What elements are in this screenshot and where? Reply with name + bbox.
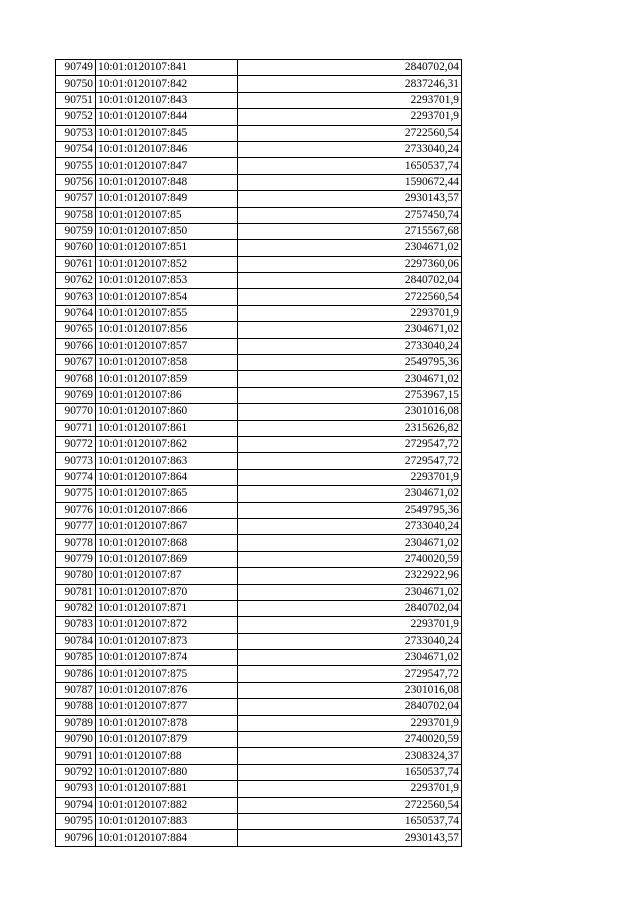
cadastral-number-cell: 10:01:0120107:88 — [96, 748, 238, 764]
cadastral-number-cell: 10:01:0120107:843 — [96, 92, 238, 108]
table-row — [56, 420, 462, 436]
cadastral-value-cell: 2304671,02 — [238, 584, 462, 600]
cadastral-value-cell: 1650537,74 — [238, 813, 462, 829]
row-number-cell: 90756 — [56, 174, 96, 190]
row-number-cell: 90749 — [56, 60, 96, 76]
table-row — [56, 551, 462, 567]
cadastral-value-cell: 2840702,04 — [238, 273, 462, 289]
table-row — [56, 387, 462, 403]
row-number-cell: 90760 — [56, 240, 96, 256]
cadastral-value-cell: 1650537,74 — [238, 764, 462, 780]
row-number-cell: 90780 — [56, 568, 96, 584]
cadastral-number-cell: 10:01:0120107:846 — [96, 141, 238, 157]
cadastral-value-cell: 2722560,54 — [238, 797, 462, 813]
table-row — [56, 371, 462, 387]
table-row — [56, 453, 462, 469]
row-number-cell: 90778 — [56, 535, 96, 551]
table-row — [56, 404, 462, 420]
cadastral-number-cell: 10:01:0120107:865 — [96, 486, 238, 502]
table-row — [56, 518, 462, 534]
row-number-cell: 90785 — [56, 650, 96, 666]
table-row — [56, 355, 462, 371]
cadastral-number-cell: 10:01:0120107:856 — [96, 322, 238, 338]
cadastral-number-cell: 10:01:0120107:875 — [96, 666, 238, 682]
cadastral-number-cell: 10:01:0120107:842 — [96, 76, 238, 92]
table-row — [56, 207, 462, 223]
row-number-cell: 90792 — [56, 764, 96, 780]
table-row — [56, 305, 462, 321]
cadastral-value-cell: 2733040,24 — [238, 633, 462, 649]
table-row — [56, 240, 462, 256]
table-row — [56, 699, 462, 715]
cadastral-number-cell: 10:01:0120107:847 — [96, 158, 238, 174]
cadastral-number-cell: 10:01:0120107:878 — [96, 715, 238, 731]
cadastral-number-cell: 10:01:0120107:883 — [96, 813, 238, 829]
row-number-cell: 90779 — [56, 551, 96, 567]
cadastral-number-cell: 10:01:0120107:869 — [96, 551, 238, 567]
table-row — [56, 60, 462, 76]
cadastral-number-cell: 10:01:0120107:852 — [96, 256, 238, 272]
cadastral-value-cell: 2293701,9 — [238, 109, 462, 125]
row-number-cell: 90782 — [56, 600, 96, 616]
row-number-cell: 90768 — [56, 371, 96, 387]
row-number-cell: 90786 — [56, 666, 96, 682]
cadastral-value-cell: 2722560,54 — [238, 289, 462, 305]
cadastral-number-cell: 10:01:0120107:876 — [96, 682, 238, 698]
table-row — [56, 797, 462, 813]
table-row — [56, 535, 462, 551]
row-number-cell: 90793 — [56, 781, 96, 797]
table-row — [56, 256, 462, 272]
cadastral-number-cell: 10:01:0120107:877 — [96, 699, 238, 715]
row-number-cell: 90777 — [56, 518, 96, 534]
table-row — [56, 174, 462, 190]
table-row — [56, 650, 462, 666]
cadastral-number-cell: 10:01:0120107:879 — [96, 732, 238, 748]
cadastral-number-cell: 10:01:0120107:859 — [96, 371, 238, 387]
table-row — [56, 502, 462, 518]
cadastral-number-cell: 10:01:0120107:867 — [96, 518, 238, 534]
row-number-cell: 90774 — [56, 469, 96, 485]
cadastral-number-cell: 10:01:0120107:881 — [96, 781, 238, 797]
row-number-cell: 90770 — [56, 404, 96, 420]
table-row — [56, 289, 462, 305]
cadastral-value-cell: 2301016,08 — [238, 404, 462, 420]
cadastral-number-cell: 10:01:0120107:853 — [96, 273, 238, 289]
table-row — [56, 273, 462, 289]
table-row — [56, 764, 462, 780]
row-number-cell: 90752 — [56, 109, 96, 125]
row-number-cell: 90795 — [56, 813, 96, 829]
cadastral-value-cell: 2293701,9 — [238, 305, 462, 321]
row-number-cell: 90771 — [56, 420, 96, 436]
row-number-cell: 90788 — [56, 699, 96, 715]
cadastral-value-cell: 2840702,04 — [238, 60, 462, 76]
row-number-cell: 90764 — [56, 305, 96, 321]
table-row — [56, 109, 462, 125]
cadastral-value-cell: 2301016,08 — [238, 682, 462, 698]
cadastral-number-cell: 10:01:0120107:857 — [96, 338, 238, 354]
cadastral-value-cell: 2315626,82 — [238, 420, 462, 436]
row-number-cell: 90757 — [56, 191, 96, 207]
table-row — [56, 76, 462, 92]
cadastral-number-cell: 10:01:0120107:849 — [96, 191, 238, 207]
cadastral-value-cell: 2733040,24 — [238, 338, 462, 354]
cadastral-value-cell: 2753967,15 — [238, 387, 462, 403]
table-row — [56, 338, 462, 354]
row-number-cell: 90773 — [56, 453, 96, 469]
data-table — [55, 59, 462, 847]
cadastral-number-cell: 10:01:0120107:858 — [96, 355, 238, 371]
cadastral-number-cell: 10:01:0120107:854 — [96, 289, 238, 305]
cadastral-number-cell: 10:01:0120107:860 — [96, 404, 238, 420]
table-row — [56, 584, 462, 600]
table-body — [56, 60, 462, 847]
cadastral-value-cell: 2293701,9 — [238, 781, 462, 797]
cadastral-value-cell: 2930143,57 — [238, 191, 462, 207]
cadastral-value-cell: 2549795,36 — [238, 355, 462, 371]
cadastral-number-cell: 10:01:0120107:884 — [96, 830, 238, 846]
table-row — [56, 568, 462, 584]
cadastral-number-cell: 10:01:0120107:872 — [96, 617, 238, 633]
cadastral-value-cell: 2304671,02 — [238, 371, 462, 387]
table-row — [56, 469, 462, 485]
cadastral-number-cell: 10:01:0120107:882 — [96, 797, 238, 813]
cadastral-value-cell: 2293701,9 — [238, 617, 462, 633]
row-number-cell: 90753 — [56, 125, 96, 141]
cadastral-number-cell: 10:01:0120107:880 — [96, 764, 238, 780]
table-row — [56, 92, 462, 108]
row-number-cell: 90781 — [56, 584, 96, 600]
row-number-cell: 90762 — [56, 273, 96, 289]
cadastral-number-cell: 10:01:0120107:845 — [96, 125, 238, 141]
row-number-cell: 90794 — [56, 797, 96, 813]
table-row — [56, 830, 462, 846]
cadastral-value-cell: 2733040,24 — [238, 141, 462, 157]
cadastral-number-cell: 10:01:0120107:863 — [96, 453, 238, 469]
table-row — [56, 813, 462, 829]
cadastral-number-cell: 10:01:0120107:844 — [96, 109, 238, 125]
table-row — [56, 223, 462, 239]
row-number-cell: 90750 — [56, 76, 96, 92]
cadastral-number-cell: 10:01:0120107:864 — [96, 469, 238, 485]
table-row — [56, 125, 462, 141]
cadastral-value-cell: 1590672,44 — [238, 174, 462, 190]
cadastral-value-cell: 2729547,72 — [238, 436, 462, 452]
row-number-cell: 90769 — [56, 387, 96, 403]
cadastral-value-cell: 2304671,02 — [238, 650, 462, 666]
cadastral-number-cell: 10:01:0120107:86 — [96, 387, 238, 403]
cadastral-value-cell: 2740020,59 — [238, 732, 462, 748]
cadastral-value-cell: 2304671,02 — [238, 322, 462, 338]
cadastral-value-cell: 2293701,9 — [238, 715, 462, 731]
table-row — [56, 715, 462, 731]
cadastral-number-cell: 10:01:0120107:866 — [96, 502, 238, 518]
row-number-cell: 90758 — [56, 207, 96, 223]
cadastral-value-cell: 2757450,74 — [238, 207, 462, 223]
cadastral-number-cell: 10:01:0120107:855 — [96, 305, 238, 321]
row-number-cell: 90787 — [56, 682, 96, 698]
table-row — [56, 633, 462, 649]
row-number-cell: 90776 — [56, 502, 96, 518]
cadastral-number-cell: 10:01:0120107:874 — [96, 650, 238, 666]
table-row — [56, 486, 462, 502]
table-row — [56, 748, 462, 764]
row-number-cell: 90783 — [56, 617, 96, 633]
cadastral-value-cell: 2308324,37 — [238, 748, 462, 764]
row-number-cell: 90754 — [56, 141, 96, 157]
row-number-cell: 90755 — [56, 158, 96, 174]
cadastral-number-cell: 10:01:0120107:87 — [96, 568, 238, 584]
table-row — [56, 732, 462, 748]
table-row — [56, 600, 462, 616]
row-number-cell: 90765 — [56, 322, 96, 338]
cadastral-value-cell: 2722560,54 — [238, 125, 462, 141]
row-number-cell: 90759 — [56, 223, 96, 239]
cadastral-number-cell: 10:01:0120107:850 — [96, 223, 238, 239]
row-number-cell: 90751 — [56, 92, 96, 108]
cadastral-number-cell: 10:01:0120107:868 — [96, 535, 238, 551]
cadastral-number-cell: 10:01:0120107:848 — [96, 174, 238, 190]
table-row — [56, 141, 462, 157]
cadastral-number-cell: 10:01:0120107:871 — [96, 600, 238, 616]
cadastral-number-cell: 10:01:0120107:861 — [96, 420, 238, 436]
row-number-cell: 90775 — [56, 486, 96, 502]
cadastral-value-cell: 2322922,96 — [238, 568, 462, 584]
table-row — [56, 666, 462, 682]
cadastral-number-cell: 10:01:0120107:870 — [96, 584, 238, 600]
row-number-cell: 90761 — [56, 256, 96, 272]
cadastral-value-cell: 2840702,04 — [238, 600, 462, 616]
cadastral-value-cell: 2293701,9 — [238, 92, 462, 108]
row-number-cell: 90790 — [56, 732, 96, 748]
table-row — [56, 781, 462, 797]
cadastral-value-cell: 2740020,59 — [238, 551, 462, 567]
cadastral-number-cell: 10:01:0120107:85 — [96, 207, 238, 223]
cadastral-value-cell: 2549795,36 — [238, 502, 462, 518]
cadastral-number-cell: 10:01:0120107:873 — [96, 633, 238, 649]
row-number-cell: 90791 — [56, 748, 96, 764]
cadastral-value-cell: 2297360,06 — [238, 256, 462, 272]
cadastral-value-cell: 2840702,04 — [238, 699, 462, 715]
cadastral-value-cell: 1650537,74 — [238, 158, 462, 174]
row-number-cell: 90767 — [56, 355, 96, 371]
row-number-cell: 90772 — [56, 436, 96, 452]
cadastral-value-cell: 2729547,72 — [238, 666, 462, 682]
row-number-cell: 90784 — [56, 633, 96, 649]
cadastral-number-cell: 10:01:0120107:841 — [96, 60, 238, 76]
cadastral-value-cell: 2729547,72 — [238, 453, 462, 469]
cadastral-value-cell: 2837246,31 — [238, 76, 462, 92]
table-row — [56, 436, 462, 452]
table-row — [56, 322, 462, 338]
cadastral-value-cell: 2304671,02 — [238, 535, 462, 551]
table-row — [56, 617, 462, 633]
cadastral-value-cell: 2293701,9 — [238, 469, 462, 485]
table-row — [56, 158, 462, 174]
table-row — [56, 191, 462, 207]
row-number-cell: 90763 — [56, 289, 96, 305]
row-number-cell: 90796 — [56, 830, 96, 846]
cadastral-number-cell: 10:01:0120107:862 — [96, 436, 238, 452]
cadastral-value-cell: 2733040,24 — [238, 518, 462, 534]
cadastral-value-cell: 2930143,57 — [238, 830, 462, 846]
cadastral-number-cell: 10:01:0120107:851 — [96, 240, 238, 256]
cadastral-value-cell: 2304671,02 — [238, 240, 462, 256]
table-row — [56, 682, 462, 698]
cadastral-value-cell: 2715567,68 — [238, 223, 462, 239]
row-number-cell: 90766 — [56, 338, 96, 354]
row-number-cell: 90789 — [56, 715, 96, 731]
cadastral-value-cell: 2304671,02 — [238, 486, 462, 502]
